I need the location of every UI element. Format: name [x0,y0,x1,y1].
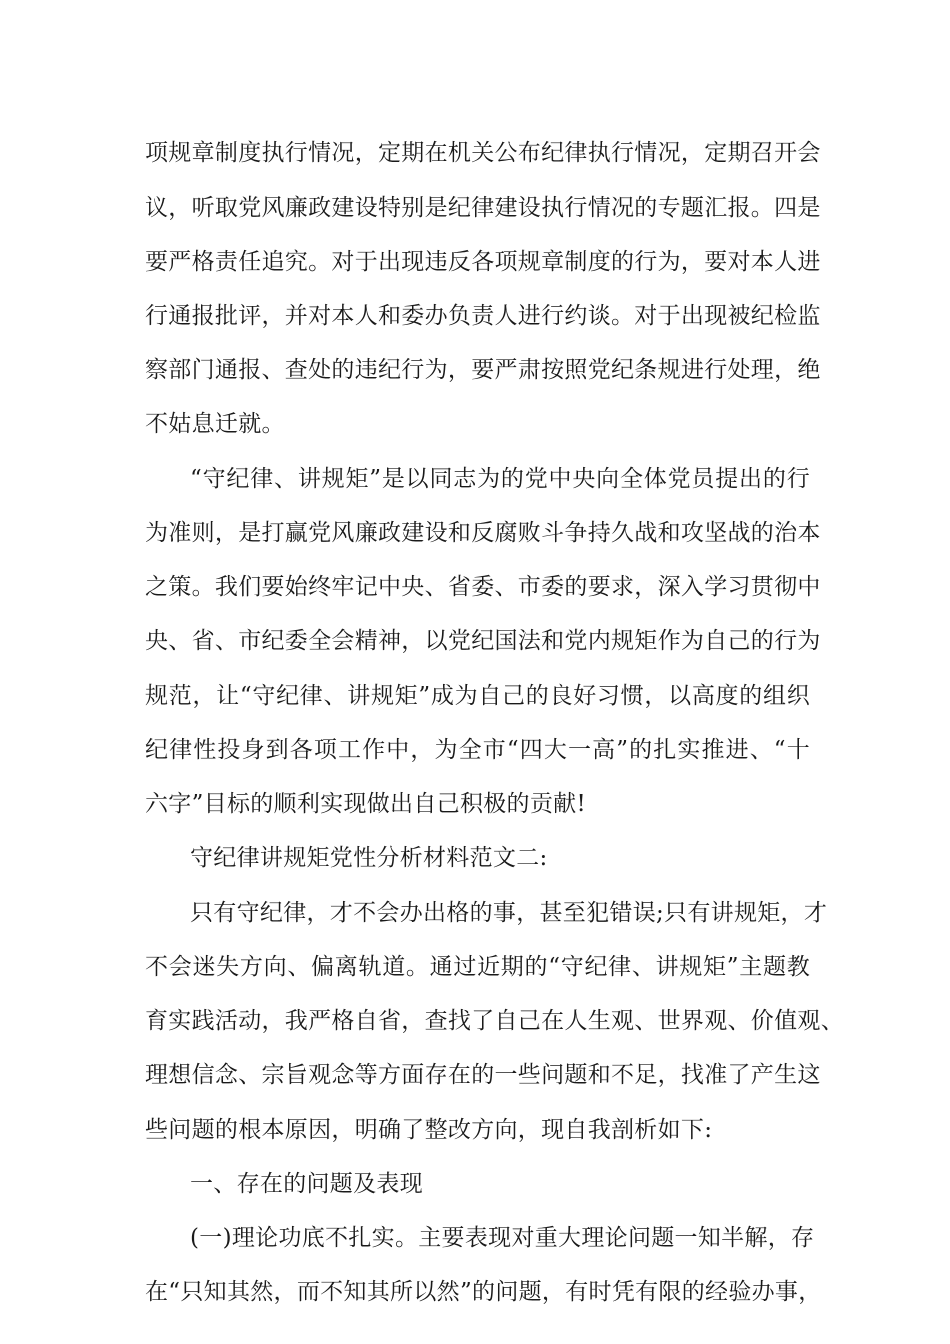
text-line: 育实践活动，我严格自省，查找了自己在人生观、世界观、价值观、 [145,1008,844,1034]
text-line: 不会迷失方向、偏离轨道。通过近期的“守纪律、讲规矩”主题教 [145,954,810,980]
text-line: 理想信念、宗旨观念等方面存在的一些问题和不足，找准了产生这 [145,1062,821,1088]
text-line: 规范，让“守纪律、讲规矩”成为自己的良好习惯，以高度的组织 [145,683,810,709]
text-line: 察部门通报、查处的违纪行为，要严肃按照党纪条规进行处理，绝 [145,357,821,383]
section-heading: 守纪律讲规矩党性分析材料范文二: [190,845,548,871]
text-line: 行通报批评，并对本人和委办负责人进行约谈。对于出现被纪检监 [145,303,821,329]
text-line: 央、省、市纪委全会精神，以党纪国法和党内规矩作为自己的行为 [145,628,821,654]
paragraph-first-line: 只有守纪律，才不会办出格的事，甚至犯错误;只有讲规矩，才 [190,900,828,926]
text-line: 议，听取党风廉政建设特别是纪律建设执行情况的专题汇报。四是 [145,195,821,221]
text-line: 为准则，是打赢党风廉政建设和反腐败斗争持久战和攻坚战的治本 [145,520,821,546]
text-line: 纪律性投身到各项工作中，为全市“四大一高”的扎实推进、“十 [145,737,810,763]
text-line: 不姑息迁就。 [145,411,285,437]
text-line: 些问题的根本原因，明确了整改方向，现自我剖析如下: [145,1117,713,1143]
paragraph-first-line: “守纪律、讲规矩”是以同志为的党中央向全体党员提出的行 [190,466,810,492]
text-line: 项规章制度执行情况，定期在机关公布纪律执行情况，定期召开会 [145,140,821,166]
text-line: 在“只知其然，而不知其所以然”的问题，有时凭有限的经验办事， [145,1279,822,1305]
text-line: 六字”目标的顺利实现做出自己积极的贡献! [145,791,587,817]
subsection-heading: 一、存在的问题及表现 [190,1171,423,1197]
paragraph-first-line: (一)理论功底不扎实。主要表现对重大理论问题一知半解，存 [190,1225,815,1251]
text-line: 之策。我们要始终牢记中央、省委、市委的要求，深入学习贯彻中 [145,574,821,600]
text-line: 要严格责任追究。对于出现违反各项规章制度的行为，要对本人进 [145,249,821,275]
